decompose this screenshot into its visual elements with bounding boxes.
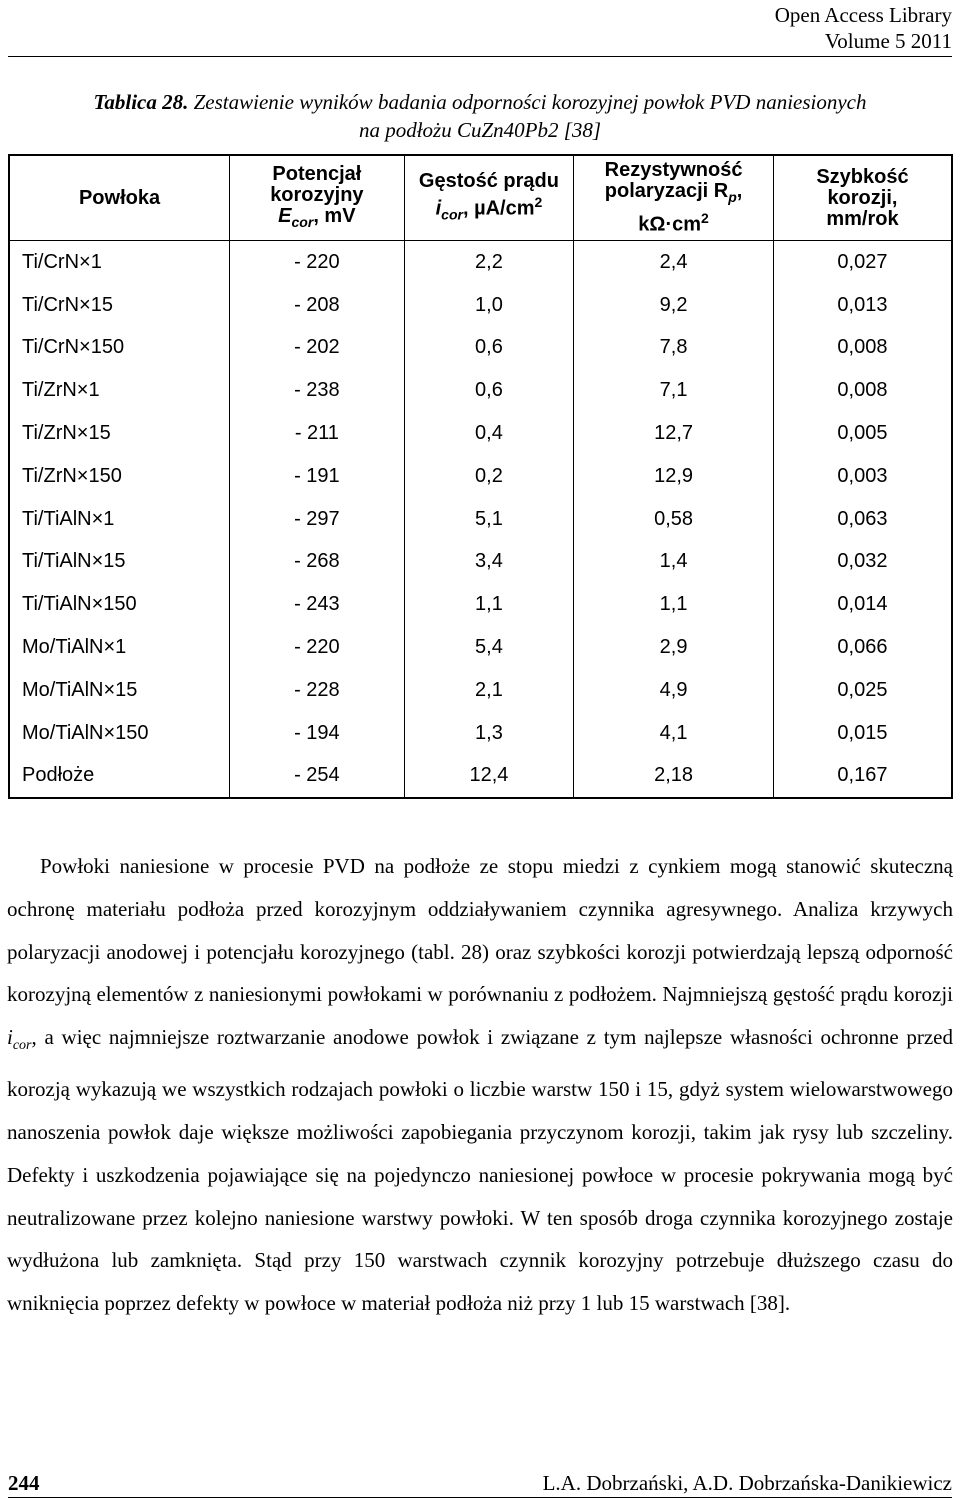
- cell-polarization-resistance: 0,58: [574, 498, 774, 541]
- cell-corrosion-rate: 0,015: [773, 712, 952, 755]
- cell-coating: Ti/TiAlN×15: [9, 541, 230, 584]
- cell-potential: - 202: [230, 327, 405, 370]
- cell-potential: - 243: [230, 583, 405, 626]
- cell-corrosion-rate: 0,063: [773, 498, 952, 541]
- cell-coating: Mo/TiAlN×150: [9, 712, 230, 755]
- cell-current-density: 1,1: [404, 583, 574, 626]
- cell-current-density: 2,1: [404, 669, 574, 712]
- cell-corrosion-rate: 0,167: [773, 755, 952, 799]
- cell-corrosion-rate: 0,008: [773, 327, 952, 370]
- cell-polarization-resistance: 12,7: [574, 412, 774, 455]
- paragraph-part-1: Powłoki naniesione w procesie PVD na podłoże ze stopu miedzi z cynkiem mogą stanowić skuteczną ochronę materiału podłoża przed korozyjnym oddziaływaniem czynnika agresywnego. Analiza krzywych polaryzacji anodowej i potencjału korozyjnego (tabl. 28) oraz szybkości korozji potwierdzają lepszą odporność korozyjną elementów z naniesionymi powłokami w porównaniu z podłożem. Najmniejszą gęstość prądu korozji: [7, 854, 953, 1007]
- cell-coating: Ti/ZrN×1: [9, 369, 230, 412]
- journal-name: Open Access Library: [774, 3, 952, 27]
- cell-current-density: 0,6: [404, 327, 574, 370]
- table-caption: [0, 88, 960, 144]
- page-number: 244: [8, 1471, 40, 1495]
- results-table: [8, 154, 953, 799]
- body-paragraph: [7, 845, 953, 1325]
- table-row: [9, 412, 952, 455]
- cell-potential: - 254: [230, 755, 405, 799]
- cell-potential: - 191: [230, 455, 405, 498]
- cell-corrosion-rate: 0,008: [773, 369, 952, 412]
- header-current-density: Gęstość prądu $i_{cor}$, $\mu A/cm^2$: [404, 155, 574, 241]
- cell-current-density: 2,2: [404, 241, 574, 284]
- cell-potential: - 238: [230, 369, 405, 412]
- caption-line-1: Zestawienie wyników badania odporności korozyjnej powłok PVD naniesionych: [193, 90, 867, 114]
- cell-corrosion-rate: 0,014: [773, 583, 952, 626]
- cell-current-density: 12,4: [404, 755, 574, 799]
- table-row: [9, 498, 952, 541]
- cell-polarization-resistance: 1,4: [574, 541, 774, 584]
- cell-coating: Mo/TiAlN×15: [9, 669, 230, 712]
- cell-corrosion-rate: 0,003: [773, 455, 952, 498]
- table-row: [9, 755, 952, 799]
- cell-polarization-resistance: 4,9: [574, 669, 774, 712]
- cell-polarization-resistance: 2,18: [574, 755, 774, 799]
- cell-coating: Mo/TiAlN×1: [9, 626, 230, 669]
- table-body: [9, 241, 952, 799]
- cell-coating: Ti/TiAlN×1: [9, 498, 230, 541]
- caption-line-2: na podłożu CuZn40Pb2 [38]: [358, 118, 602, 142]
- cell-coating: Ti/ZrN×150: [9, 455, 230, 498]
- table-row: [9, 626, 952, 669]
- cell-potential: - 297: [230, 498, 405, 541]
- table-row: [9, 327, 952, 370]
- symbol-i: i: [7, 1025, 13, 1050]
- header-polarization-resistance: Rezystywność polaryzacji $R_p$, $k\Omega\cdot cm^2$: [574, 155, 774, 241]
- cell-current-density: 0,4: [404, 412, 574, 455]
- cell-corrosion-rate: 0,025: [773, 669, 952, 712]
- cell-corrosion-rate: 0,066: [773, 626, 952, 669]
- page-header: [775, 2, 952, 54]
- footer-authors: L.A. Dobrzański, A.D. Dobrzańska-Danikiewicz: [542, 1471, 952, 1495]
- cell-coating: Ti/CrN×15: [9, 284, 230, 327]
- cell-current-density: 1,3: [404, 712, 574, 755]
- table-row: [9, 284, 952, 327]
- cell-polarization-resistance: 9,2: [574, 284, 774, 327]
- cell-polarization-resistance: 1,1: [574, 583, 774, 626]
- table-row: [9, 583, 952, 626]
- cell-coating: Ti/TiAlN×150: [9, 583, 230, 626]
- table-header-row: [9, 155, 952, 241]
- cell-polarization-resistance: 12,9: [574, 455, 774, 498]
- cell-current-density: 5,1: [404, 498, 574, 541]
- cell-polarization-resistance: 7,1: [574, 369, 774, 412]
- footer-divider: [8, 1497, 952, 1498]
- symbol-sub-cor: cor: [12, 1038, 32, 1054]
- cell-corrosion-rate: 0,027: [773, 241, 952, 284]
- table-row: [9, 712, 952, 755]
- cell-polarization-resistance: 2,4: [574, 241, 774, 284]
- cell-polarization-resistance: 2,9: [574, 626, 774, 669]
- cell-potential: - 220: [230, 241, 405, 284]
- cell-current-density: 1,0: [404, 284, 574, 327]
- cell-potential: - 220: [230, 626, 405, 669]
- cell-polarization-resistance: 7,8: [574, 327, 774, 370]
- cell-polarization-resistance: 4,1: [574, 712, 774, 755]
- cell-coating: Podłoże: [9, 755, 230, 799]
- cell-potential: - 228: [230, 669, 405, 712]
- cell-coating: Ti/ZrN×15: [9, 412, 230, 455]
- cell-potential: - 194: [230, 712, 405, 755]
- header-potential: Potencjał korozyjny $E_{cor}$, mV: [230, 155, 405, 241]
- table-row: [9, 369, 952, 412]
- journal-volume: Volume 5 2011: [824, 29, 952, 53]
- table-row: [9, 455, 952, 498]
- cell-potential: - 268: [230, 541, 405, 584]
- cell-corrosion-rate: 0,032: [773, 541, 952, 584]
- table-label: Tablica 28.: [93, 90, 189, 114]
- table-row: [9, 241, 952, 284]
- paragraph-part-2: , a więc najmniejsze roztwarzanie anodowe powłok i związane z tym najlepsze własności ochronne przed korozją wykazują we wszystkich rodzajach powłoki o liczbie warstw 150 i 15, gdyż system wielowarstwowego nanoszenia powłok daje większe możliwości zapobiegania przyczynom korozji, takim jak rysy lub szczeliny. Defekty i uszkodzenia pojawiające się na pojedynczo naniesionej powłoce w procesie pokrywania mogą być neutralizowane przez kolejno naniesione warstwy powłoki. W ten sposób droga czynnika korozyjnego zostaje wydłużona lub zamknięta. Stąd przy 150 warstwach czynnik korozyjny potrzebuje dłuższego czasu do wniknięcia poprzez defekty w powłoce w materiał podłoża niż przy 1 lub 15 warstwach [38].: [7, 1025, 953, 1316]
- page-footer: [8, 1470, 952, 1496]
- cell-potential: - 211: [230, 412, 405, 455]
- cell-coating: Ti/CrN×1: [9, 241, 230, 284]
- header-divider: [8, 56, 952, 57]
- cell-current-density: 0,2: [404, 455, 574, 498]
- cell-current-density: 0,6: [404, 369, 574, 412]
- cell-potential: - 208: [230, 284, 405, 327]
- table-row: [9, 669, 952, 712]
- cell-corrosion-rate: 0,005: [773, 412, 952, 455]
- header-coating: Powłoka: [9, 155, 230, 241]
- cell-corrosion-rate: 0,013: [773, 284, 952, 327]
- cell-coating: Ti/CrN×150: [9, 327, 230, 370]
- cell-current-density: 5,4: [404, 626, 574, 669]
- table-row: [9, 541, 952, 584]
- header-corrosion-rate: Szybkość korozji, mm/rok: [773, 155, 952, 241]
- cell-current-density: 3,4: [404, 541, 574, 584]
